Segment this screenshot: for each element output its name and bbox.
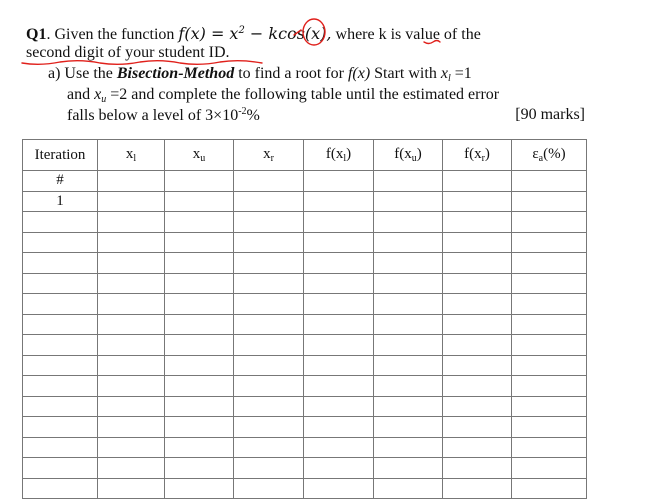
table-cell[interactable] xyxy=(443,212,512,233)
table-cell[interactable] xyxy=(23,294,98,315)
table-cell[interactable] xyxy=(512,191,587,212)
table-cell[interactable] xyxy=(512,417,587,438)
table-cell[interactable] xyxy=(165,273,234,294)
table-cell[interactable] xyxy=(234,314,304,335)
table-cell[interactable] xyxy=(443,232,512,253)
table-cell[interactable] xyxy=(234,273,304,294)
table-cell[interactable] xyxy=(374,191,443,212)
table-cell[interactable] xyxy=(98,191,165,212)
table-cell[interactable] xyxy=(443,294,512,315)
table-cell[interactable] xyxy=(23,396,98,417)
table-cell[interactable] xyxy=(304,417,374,438)
table-cell[interactable] xyxy=(165,171,234,192)
table-cell[interactable] xyxy=(23,355,98,376)
table-cell[interactable] xyxy=(98,417,165,438)
table-cell[interactable] xyxy=(98,273,165,294)
table-cell[interactable] xyxy=(234,294,304,315)
function-k: k xyxy=(268,24,279,43)
function-exponent: 2 xyxy=(238,25,245,36)
xl-sub: l xyxy=(447,73,451,84)
table-cell[interactable] xyxy=(23,376,98,397)
marks-label: [90 marks] xyxy=(515,106,585,123)
iteration-cell xyxy=(23,191,98,212)
table-cell[interactable] xyxy=(304,273,374,294)
header-xl xyxy=(98,140,165,171)
table-cell[interactable] xyxy=(512,478,587,499)
table-cell[interactable] xyxy=(165,294,234,315)
header-xr-sub: r xyxy=(270,153,274,164)
table-cell[interactable] xyxy=(512,212,587,233)
table-cell[interactable] xyxy=(443,355,512,376)
header-xu-sub: u xyxy=(200,153,206,164)
table-cell[interactable] xyxy=(98,253,165,274)
table-cell[interactable] xyxy=(443,253,512,274)
header-ea-tail: (%) xyxy=(543,146,566,162)
table-cell[interactable] xyxy=(443,273,512,294)
header-fxl-main: f(x xyxy=(325,146,344,162)
table-cell[interactable] xyxy=(98,396,165,417)
table-row xyxy=(23,355,587,376)
table-cell[interactable] xyxy=(234,171,304,192)
table-cell[interactable] xyxy=(512,355,587,376)
table-row xyxy=(23,294,587,315)
table-cell[interactable] xyxy=(512,396,587,417)
function-cos: cos(x), xyxy=(278,24,332,43)
header-xl-main: x xyxy=(125,146,134,162)
question-line-2 xyxy=(26,44,230,62)
header-xl-sub: l xyxy=(133,153,137,164)
header-ea-sub: a xyxy=(538,153,544,164)
table-cell[interactable] xyxy=(98,314,165,335)
and-text: and xyxy=(67,86,95,103)
table-cell[interactable] xyxy=(443,478,512,499)
fx-text: f(x) xyxy=(347,65,371,82)
table-cell[interactable] xyxy=(165,437,234,458)
table-cell[interactable] xyxy=(234,478,304,499)
table-row xyxy=(23,478,587,499)
table-cell[interactable] xyxy=(234,212,304,233)
table-cell[interactable] xyxy=(23,232,98,253)
table-cell[interactable] xyxy=(443,191,512,212)
header-xu-main: x xyxy=(192,146,201,162)
table-row xyxy=(23,376,587,397)
row-hash-cell xyxy=(23,171,98,192)
table-cell[interactable] xyxy=(98,212,165,233)
table-cell[interactable] xyxy=(304,314,374,335)
table-cell[interactable] xyxy=(98,335,165,356)
table-row xyxy=(23,253,587,274)
table-cell[interactable] xyxy=(165,232,234,253)
table-cell[interactable] xyxy=(374,478,443,499)
table-cell[interactable] xyxy=(304,191,374,212)
xl-val: =1 xyxy=(450,65,472,82)
table-cell[interactable] xyxy=(512,253,587,274)
header-xr xyxy=(234,140,304,171)
table-cell[interactable] xyxy=(374,437,443,458)
table-cell[interactable] xyxy=(443,396,512,417)
table-cell[interactable] xyxy=(443,376,512,397)
header-fxu-tail: ) xyxy=(416,146,422,162)
xu-sub: u xyxy=(101,94,107,105)
function-minus: − xyxy=(244,24,269,43)
table-cell[interactable] xyxy=(98,355,165,376)
table-cell[interactable] xyxy=(374,294,443,315)
table-row xyxy=(23,171,587,192)
table-cell[interactable] xyxy=(304,335,374,356)
table-row xyxy=(23,335,587,356)
table-cell[interactable] xyxy=(234,253,304,274)
xu-val: =2 and complete the following table until the estimated error xyxy=(106,86,500,103)
table-cell[interactable] xyxy=(443,314,512,335)
student-id-text: second digit of your student ID. xyxy=(26,44,230,61)
table-cell[interactable] xyxy=(304,294,374,315)
table-cell[interactable] xyxy=(165,417,234,438)
table-row xyxy=(23,191,587,212)
table-cell[interactable] xyxy=(443,171,512,192)
intro-text: . Given the function xyxy=(46,26,179,43)
table-cell[interactable] xyxy=(374,171,443,192)
question-line-1 xyxy=(26,24,481,44)
table-cell[interactable] xyxy=(443,458,512,479)
header-iteration-label: Iteration xyxy=(34,146,86,163)
table-row xyxy=(23,273,587,294)
header-fxl-sub: l xyxy=(343,153,347,164)
header-fxu-main: f(x xyxy=(394,146,412,162)
table-cell[interactable] xyxy=(234,458,304,479)
table-cell[interactable] xyxy=(234,335,304,356)
table-cell[interactable] xyxy=(165,253,234,274)
method-name: Bisection-Method xyxy=(116,65,235,82)
header-fxr-tail: ) xyxy=(484,146,490,162)
bisection-table xyxy=(22,139,587,499)
table-header-row xyxy=(23,140,587,171)
table-cell[interactable] xyxy=(234,191,304,212)
table-cell[interactable] xyxy=(165,191,234,212)
table-row xyxy=(23,417,587,438)
table-cell[interactable] xyxy=(374,458,443,479)
table-cell[interactable] xyxy=(165,376,234,397)
table-cell[interactable] xyxy=(512,335,587,356)
table-cell[interactable] xyxy=(234,376,304,397)
table-cell[interactable] xyxy=(98,478,165,499)
start-with-text: Start with xyxy=(370,65,441,82)
table-cell[interactable] xyxy=(512,314,587,335)
header-fxu xyxy=(374,140,443,171)
table-cell[interactable] xyxy=(443,437,512,458)
table-cell[interactable] xyxy=(374,212,443,233)
table-cell[interactable] xyxy=(374,335,443,356)
xu-var: x xyxy=(94,86,102,103)
where-text: where k is value of the xyxy=(331,26,481,43)
table-cell[interactable] xyxy=(374,314,443,335)
part-a-line-2 xyxy=(67,86,499,105)
table-cell[interactable] xyxy=(98,232,165,253)
table-cell[interactable] xyxy=(512,171,587,192)
table-cell[interactable] xyxy=(165,478,234,499)
table-cell[interactable] xyxy=(165,396,234,417)
table-cell[interactable] xyxy=(304,232,374,253)
table-row xyxy=(23,458,587,479)
table-cell[interactable] xyxy=(234,232,304,253)
table-cell[interactable] xyxy=(98,171,165,192)
header-xu xyxy=(165,140,234,171)
part-a-line-3 xyxy=(67,106,585,125)
table-cell[interactable] xyxy=(234,417,304,438)
table-cell[interactable] xyxy=(512,294,587,315)
xl-var: x xyxy=(440,65,448,82)
question-label: Q1 xyxy=(26,26,47,43)
table-cell[interactable] xyxy=(374,376,443,397)
table-cell[interactable] xyxy=(374,396,443,417)
table-cell[interactable] xyxy=(165,335,234,356)
table-cell[interactable] xyxy=(23,212,98,233)
table-cell[interactable] xyxy=(23,273,98,294)
table-cell[interactable] xyxy=(23,478,98,499)
table-cell[interactable] xyxy=(165,355,234,376)
table-cell[interactable] xyxy=(512,458,587,479)
table-cell[interactable] xyxy=(304,212,374,233)
table-cell[interactable] xyxy=(374,273,443,294)
part-a-mid: to find a root for xyxy=(234,65,348,82)
table-row xyxy=(23,314,587,335)
table-cell[interactable] xyxy=(304,376,374,397)
table-cell[interactable] xyxy=(443,417,512,438)
header-xr-main: x xyxy=(263,146,271,162)
table-cell[interactable] xyxy=(98,376,165,397)
percent-sign: % xyxy=(246,107,260,124)
table-cell[interactable] xyxy=(304,437,374,458)
table-cell[interactable] xyxy=(374,355,443,376)
table-cell[interactable] xyxy=(512,376,587,397)
table-cell[interactable] xyxy=(23,335,98,356)
tolerance-text: falls below a level of 3×10 xyxy=(67,107,239,124)
table-cell[interactable] xyxy=(98,294,165,315)
header-ea-main: ε xyxy=(532,146,539,162)
table-row xyxy=(23,212,587,233)
table-cell[interactable] xyxy=(304,396,374,417)
table-cell[interactable] xyxy=(304,355,374,376)
tolerance-exp: -2 xyxy=(238,106,247,117)
function-lhs: f(x) = x xyxy=(178,24,239,43)
table-cell[interactable] xyxy=(304,458,374,479)
header-fxr-main: f(x xyxy=(464,146,482,162)
part-a-prefix: a) Use the xyxy=(48,65,117,82)
header-fxl-tail: ) xyxy=(346,146,352,162)
table-cell[interactable] xyxy=(23,314,98,335)
table-cell[interactable] xyxy=(374,232,443,253)
header-fxu-sub: u xyxy=(411,153,417,164)
header-ea xyxy=(512,140,587,171)
header-fxr-sub: r xyxy=(481,153,485,164)
iteration-number: 1 xyxy=(56,192,64,209)
table-cell[interactable] xyxy=(304,253,374,274)
table-cell[interactable] xyxy=(512,232,587,253)
header-fxr xyxy=(443,140,512,171)
table-cell[interactable] xyxy=(304,478,374,499)
table-cell[interactable] xyxy=(512,273,587,294)
table-cell[interactable] xyxy=(234,396,304,417)
part-a-line-1 xyxy=(48,65,472,84)
table-cell[interactable] xyxy=(98,458,165,479)
table-cell[interactable] xyxy=(234,437,304,458)
table-cell[interactable] xyxy=(443,335,512,356)
table-row xyxy=(23,232,587,253)
table-cell[interactable] xyxy=(234,355,304,376)
header-fxl xyxy=(304,140,374,171)
table-cell[interactable] xyxy=(23,437,98,458)
table-cell[interactable] xyxy=(23,458,98,479)
table-row xyxy=(23,437,587,458)
table-cell[interactable] xyxy=(374,417,443,438)
table-cell[interactable] xyxy=(98,437,165,458)
table-cell[interactable] xyxy=(304,171,374,192)
table-cell[interactable] xyxy=(165,314,234,335)
table-row xyxy=(23,396,587,417)
header-iteration xyxy=(23,140,98,171)
table-cell[interactable] xyxy=(165,212,234,233)
iteration-hash: # xyxy=(56,172,64,189)
table-cell[interactable] xyxy=(165,458,234,479)
table-cell[interactable] xyxy=(23,417,98,438)
table-cell[interactable] xyxy=(512,437,587,458)
table-cell[interactable] xyxy=(23,253,98,274)
table-cell[interactable] xyxy=(374,253,443,274)
